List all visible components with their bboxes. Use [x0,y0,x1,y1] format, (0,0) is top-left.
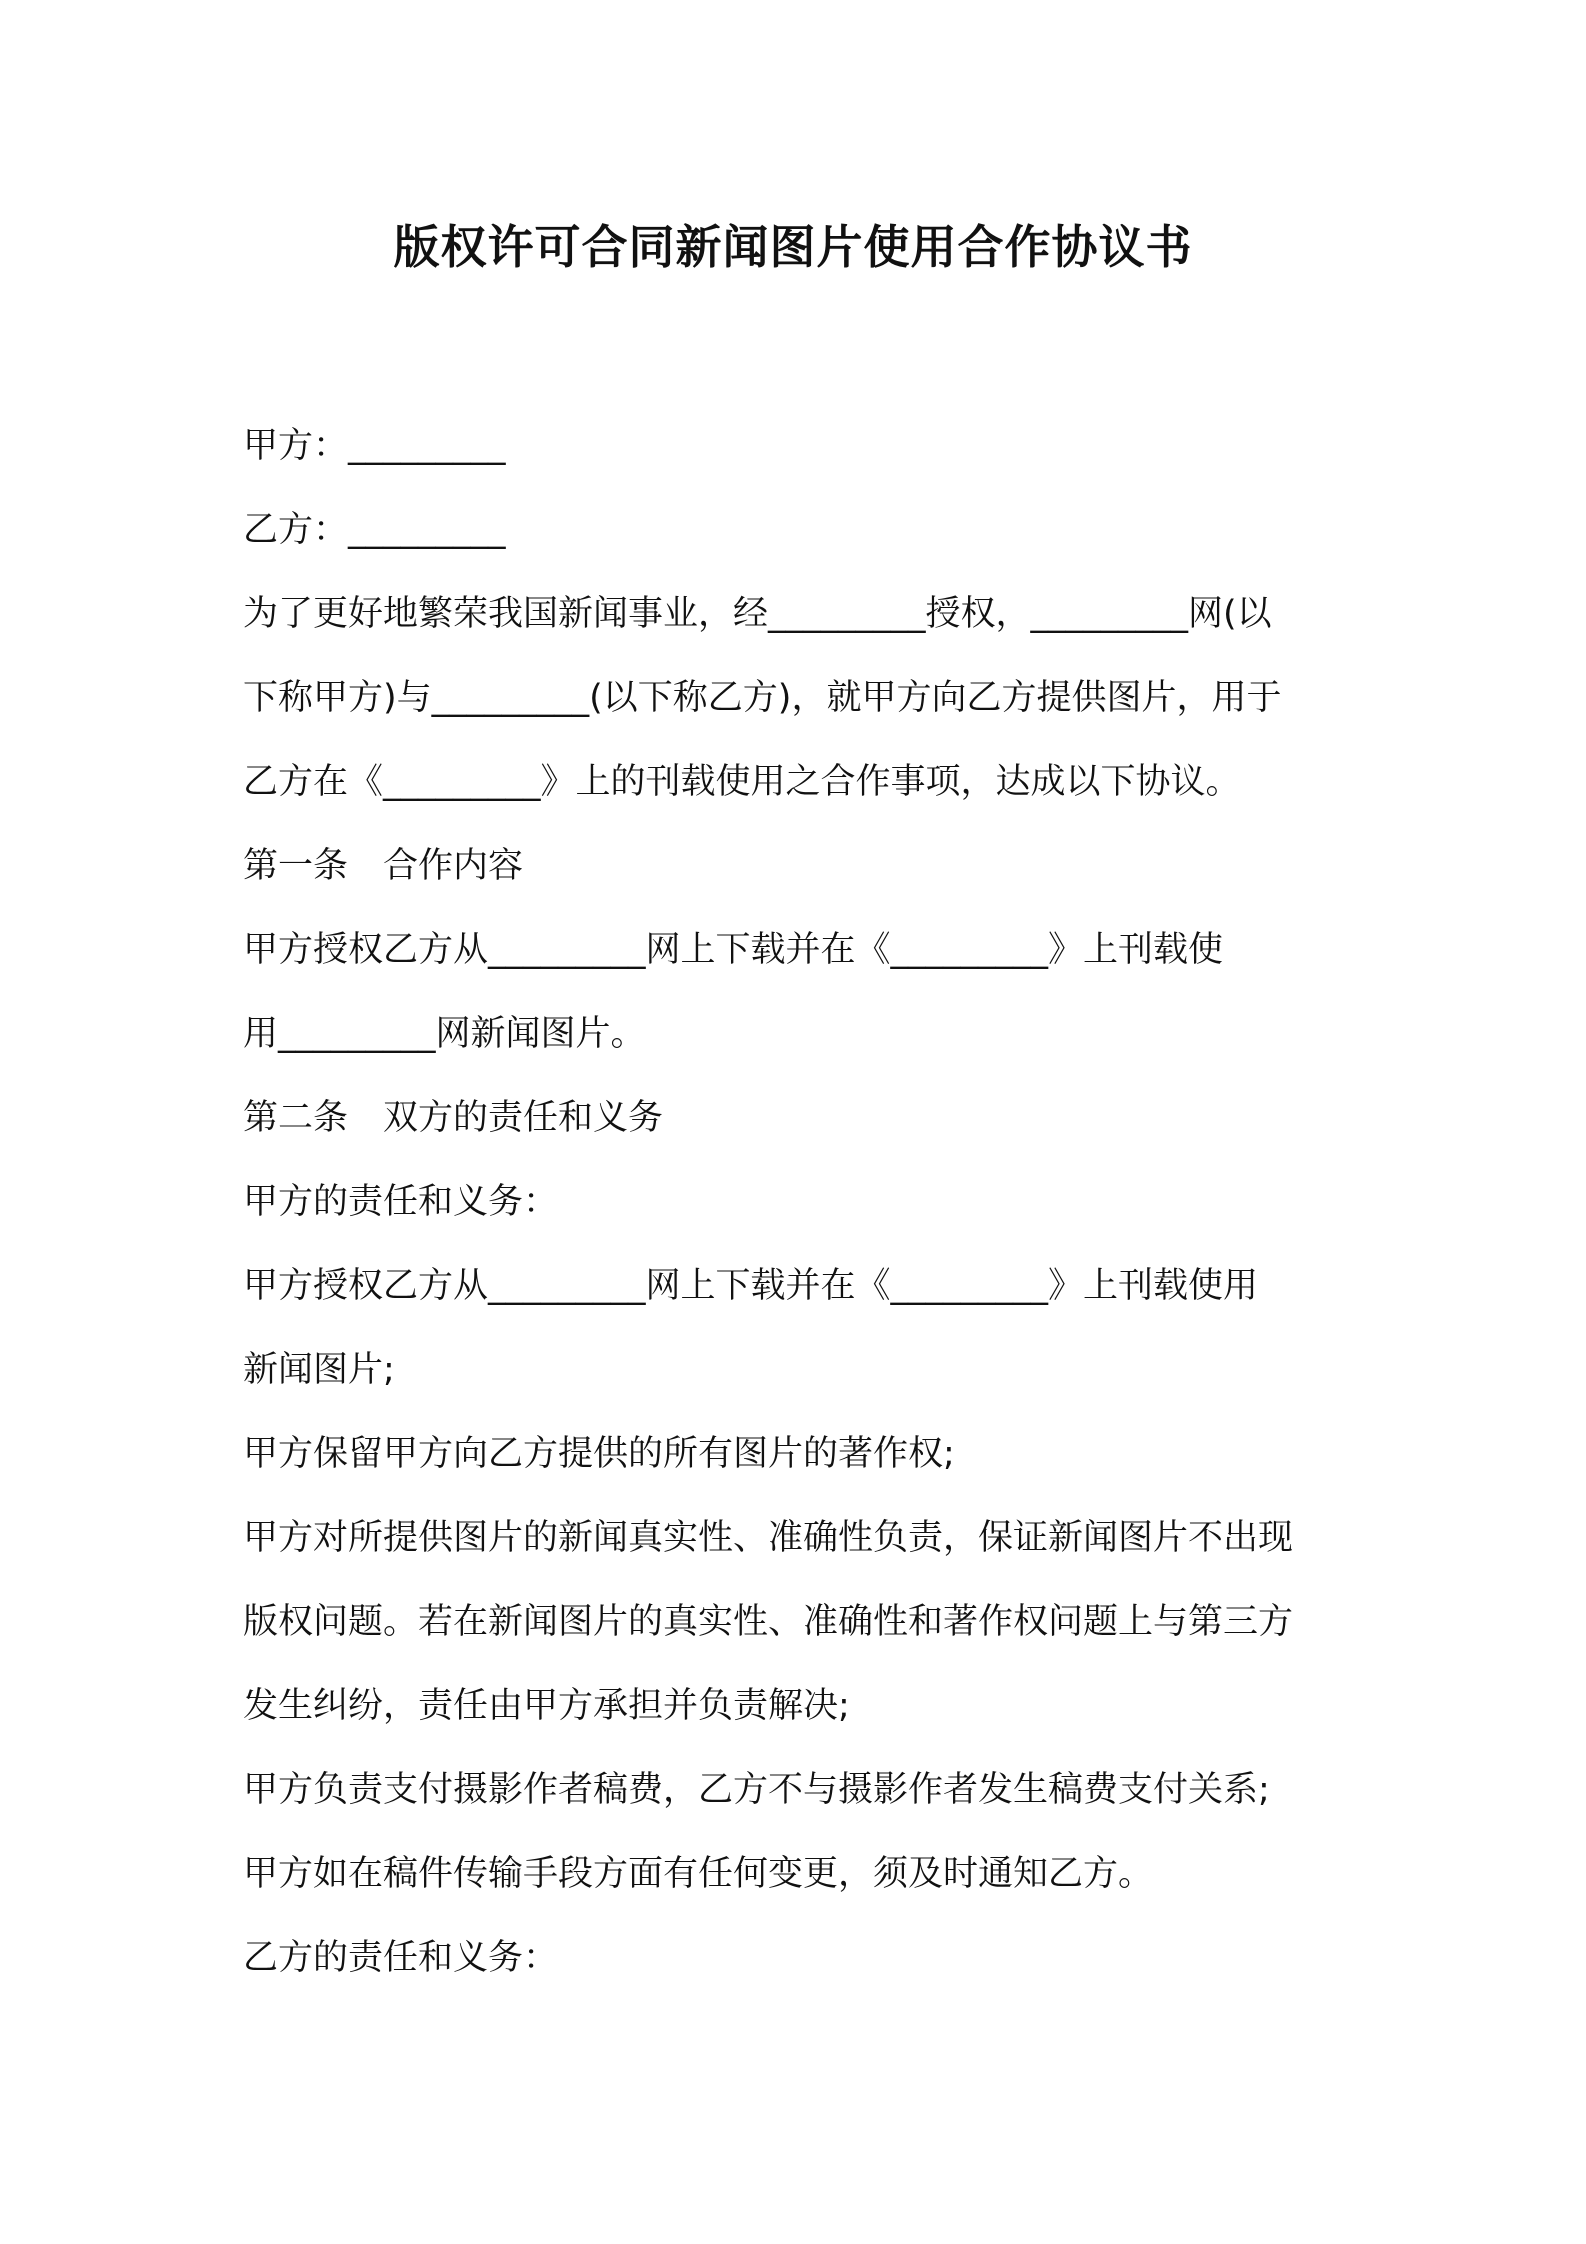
party-a-duty-3-line-3: 发生纠纷，责任由甲方承担并负责解决; [243,1686,850,1726]
article-1-line-2: 用_________网新闻图片。 [243,1014,646,1054]
party-b-duties-heading: 乙方的责任和义务： [243,1938,559,1978]
party-a-duty-2: 甲方保留甲方向乙方提供的所有图片的著作权; [243,1434,955,1474]
party-a-duties-heading: 甲方的责任和义务： [243,1182,559,1222]
article-2-heading: 第二条 双方的责任和义务 [243,1098,664,1138]
party-a-duty-5: 甲方如在稿件传输手段方面有任何变更，须及时通知乙方。 [243,1854,1154,1894]
document-title: 版权许可合同新闻图片使用合作协议书 [393,220,1193,274]
party-a-duty-1-line-2: 新闻图片; [243,1350,395,1390]
party-a-duty-4: 甲方负责支付摄影作者稿费，乙方不与摄影作者发生稿费支付关系; [243,1770,1270,1810]
preamble-line-1: 为了更好地繁荣我国新闻事业，经_________授权，_________网(以 [243,594,1272,634]
party-a-duty-3-line-1: 甲方对所提供图片的新闻真实性、准确性负责，保证新闻图片不出现 [243,1518,1294,1558]
article-1-line-1: 甲方授权乙方从_________网上下载并在《_________》上刊载使 [243,930,1224,970]
preamble-line-2: 下称甲方)与_________(以下称乙方)，就甲方向乙方提供图片，用于 [243,678,1282,718]
party-a-duty-3-line-2: 版权问题。若在新闻图片的真实性、准确性和著作权问题上与第三方 [243,1602,1294,1642]
article-1-heading: 第一条 合作内容 [243,846,524,886]
party-a-line: 甲方：_________ [243,426,506,466]
party-b-line: 乙方：_________ [243,510,506,550]
party-a-duty-1-line-1: 甲方授权乙方从_________网上下载并在《_________》上刊载使用 [243,1266,1259,1306]
document-body [243,404,1363,2000]
preamble-line-3: 乙方在《_________》上的刊载使用之合作事项，达成以下协议。 [243,762,1241,802]
